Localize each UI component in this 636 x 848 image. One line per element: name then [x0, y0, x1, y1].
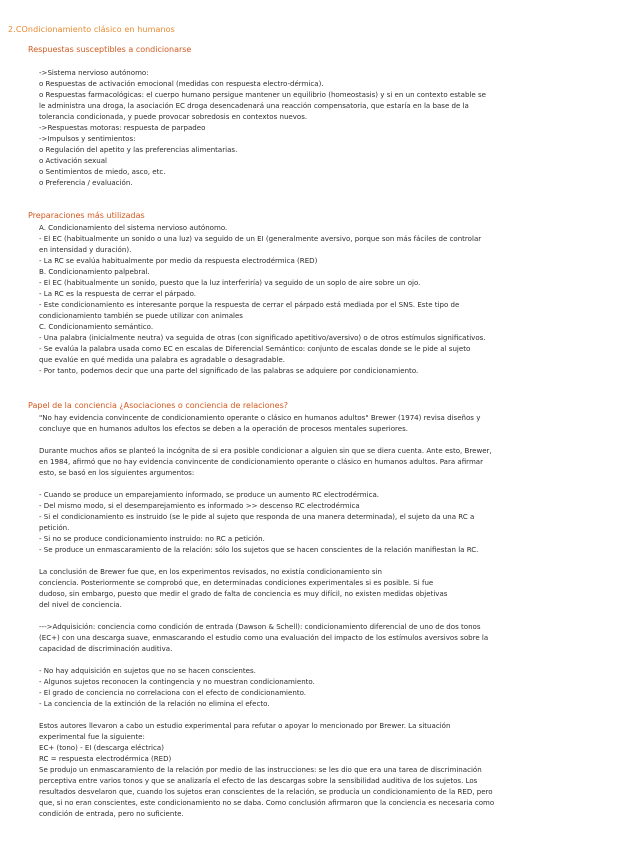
- text-line: - Si no se produce condicionamiento instruido: no RC a petición.: [39, 534, 265, 543]
- blank-line: [39, 654, 621, 665]
- section-heading-preparaciones: Preparaciones más utilizadas: [28, 211, 145, 220]
- text-line: dudoso, sin embargo, puesto que medir el grado de falta de conciencia es muy difícil, no existen medidas objetivas: [39, 589, 448, 598]
- text-line: del nivel de conciencia.: [39, 600, 122, 609]
- text-line: (EC+) con una descarga suave, enmascarando el estudio como una evaluación del impacto de los estímulos aversivos sobre la: [39, 633, 489, 642]
- text-line: - Este condicionamiento es interesante porque la respuesta de cerrar el párpado está mediada por el SNS. Este tipo de: [39, 300, 460, 309]
- text-line: - No hay adquisición en sujetos que no se hacen conscientes.: [39, 666, 256, 675]
- blank-line: [39, 555, 621, 566]
- text-line: o Respuestas farmacológicas: el cuerpo humano persigue mantener un equilibrio (homeostasis) y si en un contexto estable se: [39, 90, 486, 99]
- section-body-conciencia: [39, 412, 621, 819]
- text-line: - Por tanto, podemos decir que una parte del significado de las palabras se adquiere por condicionamiento.: [39, 366, 419, 375]
- text-line: Durante muchos años se planteó la incógnita de si era posible condicionar a alguien sin que se diera cuenta. Ante esto, Brewer,: [39, 446, 492, 455]
- text-line: EC+ (tono) - EI (descarga eléctrica): [39, 743, 164, 752]
- text-line: Estos autores llevaron a cabo un estudio experimental para refutar o apoyar lo mencionado por Brewer. La situación: [39, 721, 451, 730]
- text-line: - Una palabra (inicialmente neutra) va seguida de otras (con significado apetitivo/aversivo) o de otros estímulos significativos.: [39, 333, 486, 342]
- text-line: Se produjo un enmascaramiento de la relación por medio de las instrucciones: se les dio que era una tarea de discriminación: [39, 765, 482, 774]
- text-line: conciencia. Posteriormente se comprobó que, en determinadas condiciones experimentales si es posible. Si fue: [39, 578, 434, 587]
- text-line: o Sentimientos de miedo, asco, etc.: [39, 167, 166, 176]
- text-line: condición de entrada, pero no suficiente.: [39, 809, 184, 818]
- section-heading-conciencia: Papel de la conciencia ¿Asociaciones o conciencia de relaciones?: [28, 401, 289, 410]
- text-line: --->Adquisición: conciencia como condición de entrada (Dawson & Schell): condicionamiento diferencial de uno de dos tonos: [39, 622, 481, 631]
- text-line: - Algunos sujetos reconocen la contingencia y no muestran condicionamiento.: [39, 677, 315, 686]
- text-line: en intensidad y duración).: [39, 245, 132, 254]
- text-line: La conclusión de Brewer fue que, en los experimentos revisados, no existía condicionamiento sin: [39, 567, 382, 576]
- text-line: - El EC (habitualmente un sonido, puesto que la luz interferiría) va seguido de un soplo de aire sobre un ojo.: [39, 278, 421, 287]
- text-line: o Preferencia / evaluación.: [39, 178, 133, 187]
- blank-line: [39, 434, 621, 445]
- text-line: le administra una droga, la asociación EC droga desencadenará una reacción compensatoria, que estaría en la base de la: [39, 101, 469, 110]
- text-line: - La RC se evalúa habitualmente por medio da respuesta electrodérmica (RED): [39, 256, 318, 265]
- text-line: RC = respuesta electrodérmica (RED): [39, 754, 172, 763]
- text-line: que, si no eran conscientes, este condicionamiento no se daba. Como conclusión afirmaron que la conciencia es necesaria como: [39, 798, 495, 807]
- text-line: - Cuando se produce un emparejamiento informado, se produce un aumento RC electrodérmica.: [39, 490, 379, 499]
- text-line: "No hay evidencia convincente de condicionamiento operante o clásico en humanos adultos" Brewer (1974) revisa diseños y: [39, 413, 481, 422]
- text-line: ->Respuestas motoras: respuesta de parpadeo: [39, 123, 206, 132]
- text-line: - El EC (habitualmente un sonido o una luz) va seguido de un EI (generalmente aversivo, porque son más fáciles de controlar: [39, 234, 482, 243]
- text-line: o Activación sexual: [39, 156, 107, 165]
- text-line: en 1984, afirmó que no hay evidencia convincente de condicionamiento operante o clásico en humanos adultos. Para afirmar: [39, 457, 484, 466]
- section-body-preparaciones: [39, 222, 621, 376]
- section-body-respuestas: [39, 67, 621, 188]
- text-line: concluye que en humanos adultos los efectos se deben a la operación de procesos mentales superiores.: [39, 424, 409, 433]
- text-line: - Si el condicionamiento es instruido (se le pide al sujeto que responda de una manera determinada), el sujeto da una RC a: [39, 512, 475, 521]
- blank-line: [39, 610, 621, 621]
- text-line: - Se produce un enmascaramiento de la relación: sólo los sujetos que se hacen conscientes de la relación manifiestan la RC.: [39, 545, 479, 554]
- text-line: C. Condicionamiento semántico.: [39, 322, 154, 331]
- text-line: petición.: [39, 523, 70, 532]
- text-line: o Respuestas de activación emocional (medidas con respuesta electro-dérmica).: [39, 79, 324, 88]
- document-title: 2.COndicionamiento clásico en humanos: [8, 25, 175, 34]
- text-line: condicionamiento también se puede utilizar con animales: [39, 311, 243, 320]
- text-line: ->Sistema nervioso autónomo:: [39, 68, 149, 77]
- text-line: ->Impulsos y sentimientos:: [39, 134, 136, 143]
- text-line: capacidad de discriminación auditiva.: [39, 644, 173, 653]
- text-line: esto, se basó en los siguientes argumentos:: [39, 468, 195, 477]
- text-line: resultados desvelaron que, cuando los sujetos eran conscientes de la relación, se producía un condicionamiento de la RED, pero: [39, 787, 493, 796]
- text-line: - El grado de conciencia no correlaciona con el efecto de condicionamiento.: [39, 688, 307, 697]
- text-line: - La conciencia de la extinción de la relación no elimina el efecto.: [39, 699, 270, 708]
- section-heading-respuestas: Respuestas susceptibles a condicionarse: [28, 45, 192, 54]
- blank-line: [39, 478, 621, 489]
- text-line: A. Condicionamiento del sistema nervioso autónomo.: [39, 223, 228, 232]
- text-line: o Regulación del apetito y las preferencias alimentarias.: [39, 145, 238, 154]
- text-line: B. Condicionamiento palpebral.: [39, 267, 150, 276]
- text-line: perceptiva entre varios tonos y que se analizaría el efecto de las descargas sobre la sensibilidad auditiva de los sujetos. Los: [39, 776, 478, 785]
- text-line: tolerancia condicionada, y puede provocar sobredosis en contextos nuevos.: [39, 112, 308, 121]
- text-line: que evalúe en qué medida una palabra es agradable o desagradable.: [39, 355, 285, 364]
- text-line: - La RC es la respuesta de cerrar el párpado.: [39, 289, 197, 298]
- text-line: - Se evalúa la palabra usada como EC en escalas de Diferencial Semántico: conjunto de escalas donde se le pide al sujeto: [39, 344, 471, 353]
- blank-line: [39, 709, 621, 720]
- text-line: - Del mismo modo, si el desemparejamiento es informado >> descenso RC electrodérmica: [39, 501, 360, 510]
- text-line: experimental fue la siguiente:: [39, 732, 145, 741]
